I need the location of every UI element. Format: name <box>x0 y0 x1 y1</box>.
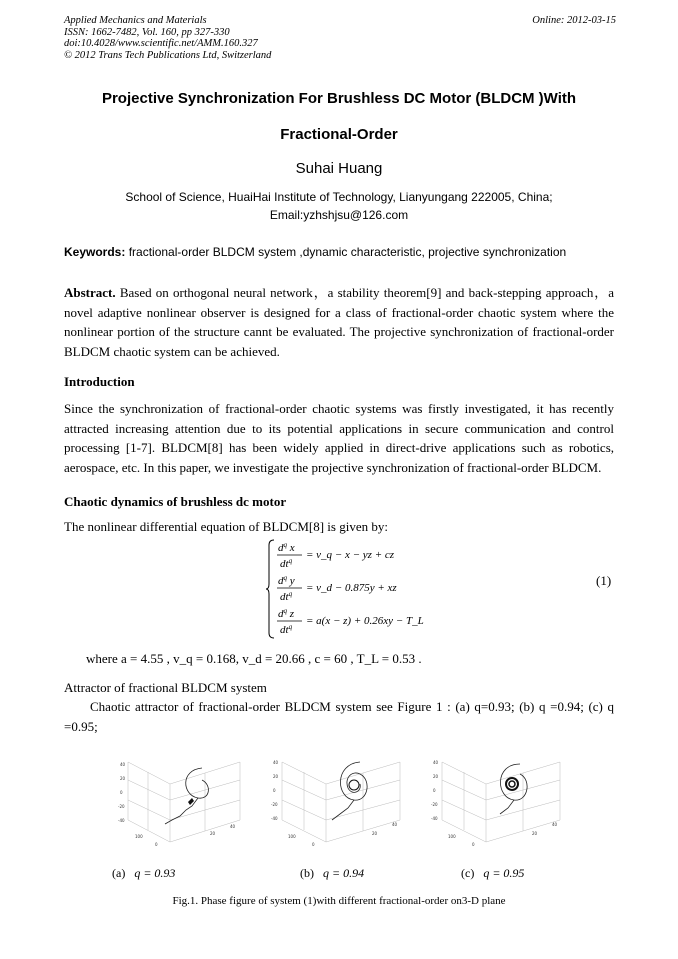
phase-plot-c <box>428 750 578 850</box>
phase-plot-b-graphic <box>268 750 418 850</box>
svg-text:0: 0 <box>273 788 276 793</box>
journal-name: Applied Mechanics and Materials <box>64 15 207 26</box>
phase-plot-b <box>268 750 418 850</box>
subfigure-b-label: (b) q = 0.94 <box>300 866 365 880</box>
svg-text:20: 20 <box>273 774 279 779</box>
issn-line: ISSN: 1662-7482, Vol. 160, pp 327-330 <box>64 26 230 38</box>
doi-line: doi:10.4028/www.scientific.net/AMM.160.327 <box>64 38 258 49</box>
svg-text:40: 40 <box>120 762 126 767</box>
svg-text:dtq: $dt^q$ <box>280 623 293 636</box>
journal-header <box>64 15 616 61</box>
equation-system <box>266 537 466 641</box>
svg-text:40: 40 <box>230 824 236 829</box>
paper-title-line1: Projective Synchronization For Brushless DC Motor (BLDCM )With <box>101 90 577 107</box>
svg-text:20: 20 <box>433 774 439 779</box>
equation-2-rhs: = v_d − 0.875y + xz <box>306 582 397 594</box>
svg-text:-40: -40 <box>271 816 278 821</box>
svg-text:20: 20 <box>372 831 378 836</box>
svg-text:-20: -20 <box>431 802 438 807</box>
online-date: Online: 2012-03-15 <box>532 15 616 26</box>
svg-text:0: 0 <box>312 842 315 847</box>
equation-number: (1) <box>596 573 612 588</box>
svg-text:20: 20 <box>120 776 126 781</box>
phase-plot-a-graphic <box>110 750 260 850</box>
email: Email:yzhshjsu@126.com <box>269 208 409 222</box>
svg-text:40: 40 <box>273 760 279 765</box>
parameter-line: where a = 4.55 , v_q = 0.168, v_d = 20.66 , c = 60 , T_L = 0.53 . <box>86 651 422 666</box>
svg-text:-40: -40 <box>431 816 438 821</box>
svg-text:dq x: $d^q$ x <box>278 541 295 554</box>
keywords <box>64 245 624 259</box>
intro-text: Since the synchronization of fractional-order chaotic systems was firstly investigated, it has recently attracted increasing attention due to its potential applications in secure communication and control processing [1-7]. BLDCM[8] has been widely applied in direct-drive applications such as robotics, aerospace, etc. In this paper, we investigate the projective synchronization of fractional-order BLDCM. <box>64 401 614 475</box>
attractor-heading: Attractor of fractional BLDCM system <box>64 680 267 695</box>
keywords-text: fractional-order BLDCM system ,dynamic characteristic, projective synchronization <box>128 245 567 259</box>
svg-text:0: 0 <box>155 842 158 847</box>
subfigure-c-label: (c) q = 0.95 <box>461 866 525 880</box>
intro-heading: Introduction <box>64 374 135 389</box>
svg-text:40: 40 <box>433 760 439 765</box>
equation-intro: The nonlinear differential equation of BLDCM[8] is given by: <box>64 519 388 534</box>
svg-text:dq z: $d^q$ z <box>278 607 295 620</box>
svg-text:0: 0 <box>433 788 436 793</box>
keywords-label: Keywords: <box>64 245 126 259</box>
affiliation: School of Science, HuaiHai Institute of Technology, Lianyungang 222005, China; <box>125 190 553 204</box>
svg-text:40: 40 <box>392 822 398 827</box>
abstract-label: Abstract. <box>64 285 116 300</box>
svg-text:20: 20 <box>532 831 538 836</box>
paper-title-line2: Fractional-Order <box>280 126 398 143</box>
svg-text:dq y: $d^q$ y <box>278 574 295 587</box>
phase-plot-c-graphic <box>428 750 578 850</box>
svg-text:-20: -20 <box>271 802 278 807</box>
svg-text:-40: -40 <box>118 818 125 823</box>
phase-plot-a <box>110 750 260 850</box>
author-name: Suhai Huang <box>295 160 383 177</box>
copyright-line: © 2012 Trans Tech Publications Ltd, Switzerland <box>64 49 272 61</box>
svg-text:-20: -20 <box>118 804 125 809</box>
svg-text:dtq: $dt^q$ <box>280 557 293 570</box>
svg-text:40: 40 <box>552 822 558 827</box>
svg-text:100: 100 <box>288 834 296 839</box>
subfigure-a-label: (a) q = 0.93 <box>112 866 176 880</box>
chaotic-heading: Chaotic dynamics of brushless dc motor <box>64 494 287 509</box>
svg-text:20: 20 <box>210 831 216 836</box>
attractor-text: Chaotic attractor of fractional-order BLDCM system see Figure 1 : (a) q=0.93; (b) q =0.94; (c) q =0.95; <box>64 699 614 734</box>
equation-1-rhs: = v_q − x − yz + cz <box>306 549 395 561</box>
abstract <box>64 283 614 361</box>
svg-text:0: 0 <box>120 790 123 795</box>
abstract-text: Based on orthogonal neural network，a stability theorem[9] and back-stepping approach，a novel adaptive nonlinear observer is designed for a class of fractional-order chaotic system where the nonlinear portion of the structure cannt be evaluated. The projective synchronization of fractional-order BLDCM chaotic system can be achieved. <box>64 285 615 359</box>
svg-text:0: 0 <box>472 842 475 847</box>
svg-text:100: 100 <box>448 834 456 839</box>
svg-text:100: 100 <box>135 834 143 839</box>
svg-text:dtq: $dt^q$ <box>280 590 293 603</box>
equation-3-rhs: = a(x − z) + 0.26xy − T_L <box>306 615 424 627</box>
figure-caption: Fig.1. Phase figure of system (1)with different fractional-order on3-D plane <box>172 895 506 907</box>
